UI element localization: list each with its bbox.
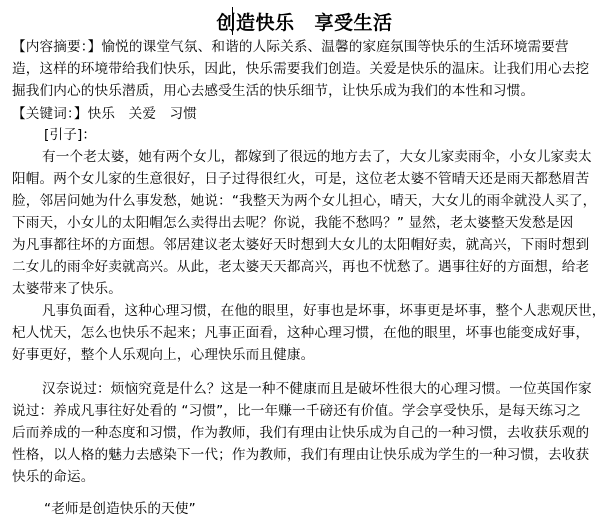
keywords-label: 【关键词：】 <box>12 106 88 122</box>
abstract-line-3: 掘我们内心的快乐潜质，用心去感受生活的快乐细节，让快乐成为我们的本性和习惯。 <box>12 83 535 99</box>
para2-line-3: 好事更好，整个人乐观向上，心理快乐而且健康。 <box>12 347 315 363</box>
para1-line-2: 阳帽。两个女儿家的生意很好，日子过得很红火，可是，这位老太婆不管晴天还是雨天都愁眉苦 <box>12 171 590 187</box>
para1-line-3: 脸，邻居问她为什么事发愁，她说：“我整天为两个女儿担心，晴天，大女儿的雨伞就没人买了， <box>12 193 597 209</box>
abstract-label: 【内容摘要：】 <box>12 39 102 55</box>
para3-line-1: 汉奈说过：烦恼究竟是什么？这是一种不健康而且是破坏性很大的心理习惯。一位英国作家 <box>42 381 592 397</box>
para3-line-2: 说过：养成凡事往好处看的 “习惯”，比一年赚一千磅还有价值。学会享受快乐，是每天练习之 <box>12 403 581 419</box>
section-heading: “老师是创造快乐的天使” <box>44 501 196 517</box>
para1-line-6: 二女儿的雨伞好卖就高兴。从此，老太婆天天都高兴，再也不忧愁了。遇事往好的方面想，给老 <box>12 259 590 275</box>
para3-line-3: 后而养成的一种态度和习惯，作为教师，我们有理由让快乐成为自己的一种习惯，去收获乐观的 <box>12 425 590 441</box>
title-part-2: 享受生活 <box>314 12 393 34</box>
abstract-line-1 <box>12 36 604 58</box>
document-title <box>0 8 609 35</box>
title-part-1: 创造快乐 <box>216 12 295 34</box>
para2-line-2: 杞人忧天，怎么也快乐不起来；凡事正面看，这种心理习惯，在他的眼里，坏事也能变成好事， <box>12 325 590 341</box>
para3-line-5: 快乐的命运。 <box>12 469 95 485</box>
abstract-line-2: 造，这样的环境带给我们快乐，因此，快乐需要我们创造。关爱是快乐的温床。让我们用心去挖 <box>12 61 590 77</box>
keywords-line <box>12 103 604 125</box>
para3-line-4: 性格，以人格的魅力去感染下一代；作为教师，我们有理由让快乐成为学生的一种习惯，去收获 <box>12 447 590 463</box>
para1-line-4: 下雨天，小女儿的太阳帽怎么卖得出去呢？你说，我能不愁吗？” 显然，老太婆整天发愁是因 <box>12 215 574 231</box>
para1-line-5: 为凡事都往坏的方面想。邻居建议老太婆好天时想到大女儿的太阳帽好卖，就高兴，下雨时想到 <box>12 237 590 253</box>
abstract-text-1: 愉悦的课堂气氛、和谐的人际关系、温馨的家庭氛围等快乐的生活环境需要营 <box>101 39 569 55</box>
para2-line-1: 凡事负面看，这种心理习惯，在他的眼里，好事也是坏事，坏事更是坏事，整个人悲观厌世， <box>42 303 606 319</box>
keywords-text: 快乐 关爱 习惯 <box>87 106 197 122</box>
para1-line-1: 有一个老太婆，她有两个女儿，都嫁到了很远的地方去了，大女儿家卖雨伞，小女儿家卖太 <box>42 149 592 165</box>
para1-line-7: 太婆带来了快乐。 <box>12 281 122 297</box>
intro-label: [引子]： <box>44 127 97 143</box>
